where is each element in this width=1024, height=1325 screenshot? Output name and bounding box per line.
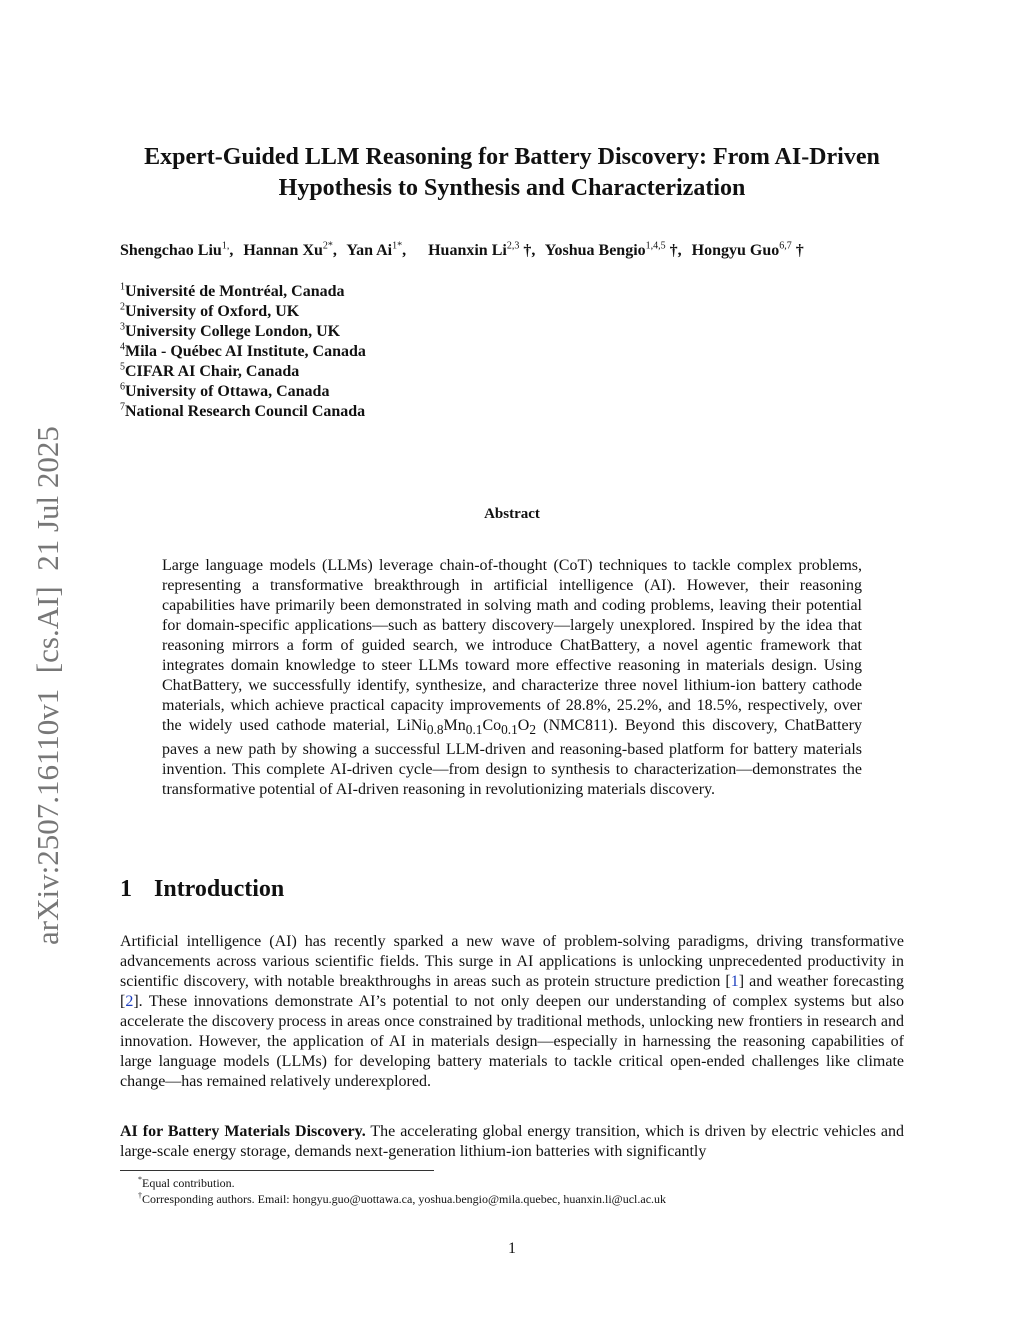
- abstract-body: Large language models (LLMs) leverage chain-of-thought (CoT) techniques to tackle complex problems, representing a transformative breakthrough in artificial intelligence (AI). However, their reasoning capabilities have primarily been demonstrated in solving math and coding problems, leaving their potential for domain-specific applications—such as battery discovery—largely unexplored. Inspired by the idea that reasoning mirrors a form of guided search, we introduce ChatBattery, a novel agentic framework that integrates domain knowledge to steer LLMs toward more effective reasoning in materials design. Using ChatBattery, we successfully identify, synthesize, and characterize three novel lithium-ion battery cathode materials, which achieve practical capacity improvements of 28.8%, 25.2%, and 18.5%, respectively, over the widely used cathode material, $LiNi_{0.8}Mn_{0.1}Co_{0.1}O_2$ (NMC811). Beyond this discovery, ChatBattery paves a new path by showing a successful LLM-driven and reasoning-based platform for battery materials invention. This complete AI-driven cycle—from design to synthesis to characterization—demonstrates the transformative potential of AI-driven reasoning in revolutionizing materials discovery.: [162, 557, 862, 799]
- affiliation-item: $^2$University of Oxford, UK: [120, 301, 300, 320]
- intro-paragraph: Artificial intelligence (AI) has recently sparked a new wave of problem-solving paradigms, driving transformative advancements across various scientific fields. This surge in AI applications is unlocking unprecedented productivity in scientific discovery, with notable breakthroughs in areas such as protein structure prediction [1] and weather forecasting [2]. These innovations demonstrate AI’s potential to not only deepen our understanding of complex systems but also accelerate the discovery process in areas once constrained by traditional methods, unlocking new frontiers in research and innovation. However, the application of AI in materials design—especially in harnessing the reasoning capabilities of large language models (LLMs) for developing battery materials to tackle critical open-ended challenges like climate change—has remained relatively underexplored.: [120, 933, 905, 1090]
- author-xu: Hannan $Xu^{2*}$,: [243, 240, 337, 259]
- author-bengio: Yoshua Bengio$^{1,4,5}$ †,: [544, 240, 682, 259]
- affiliation-item: $^7$National Research Council Canada: [120, 401, 366, 420]
- affiliation-item: $^5$CIFAR AI Chair, Canada: [120, 361, 300, 380]
- footnote-equal-contribution: *Equal contribution.: [138, 1175, 235, 1190]
- citation-link-2[interactable]: 2: [125, 993, 134, 1010]
- footnote-divider: [120, 1170, 434, 1171]
- title-line-2: Hypothesis to Synthesis and Characterization: [278, 175, 746, 201]
- affiliation-item: $^4$Mila - Québec AI Institute, Canada: [120, 341, 366, 360]
- affiliation-list: [120, 282, 620, 422]
- battery-discovery-paragraph: AI for Battery Materials Discovery. The accelerating global energy transition, which is driven by electric vehicles and large-scale energy storage, demands next-generation lithium-ion batteries with significantly: [120, 1123, 904, 1160]
- paper-title: [100, 142, 924, 204]
- affiliation-item: $^1$Université de Montréal, Canada: [120, 281, 345, 300]
- abstract-heading: Abstract: [484, 506, 540, 522]
- footnotes: [138, 1175, 918, 1207]
- affiliation-item: $^3$University College London, UK: [120, 321, 341, 340]
- affiliation-item: $^6$University of Ottawa, Canada: [120, 381, 330, 400]
- section-heading-introduction: 1 Introduction: [120, 876, 285, 902]
- page-number: 1: [508, 1240, 516, 1257]
- title-line-1: Expert-Guided LLM Reasoning for Battery Discovery: From AI-Driven: [144, 144, 880, 170]
- footnote-corresponding-authors: †Corresponding authors. Email: hongyu.guo@uottawa.ca, yoshua.bengio@mila.quebec, huanxin.li@ucl.ac.uk: [138, 1191, 667, 1206]
- arxiv-stamp-text: arXiv:2507.16110v1 [cs.AI] 21 Jul 2025: [30, 426, 65, 945]
- author-guo: Hongyu Guo$^{6,7}$ †: [691, 240, 804, 259]
- author-ai: Yan $Ai^{1*}$,: [346, 240, 407, 259]
- paragraph-heading: AI for Battery Materials Discovery.: [120, 1123, 366, 1140]
- author-li: Huanxin Li$^{2,3}$ †,: [428, 240, 536, 259]
- author-liu: Shengchao Liu$^{1,}$,: [120, 240, 234, 259]
- arxiv-stamp: [24, 380, 68, 950]
- nmc811-formula: $LiNi_{0.8}Mn_{0.1}Co_{0.1}O_2$: [396, 717, 537, 738]
- citation-link-1[interactable]: 1: [730, 973, 739, 990]
- author-list: [120, 240, 940, 262]
